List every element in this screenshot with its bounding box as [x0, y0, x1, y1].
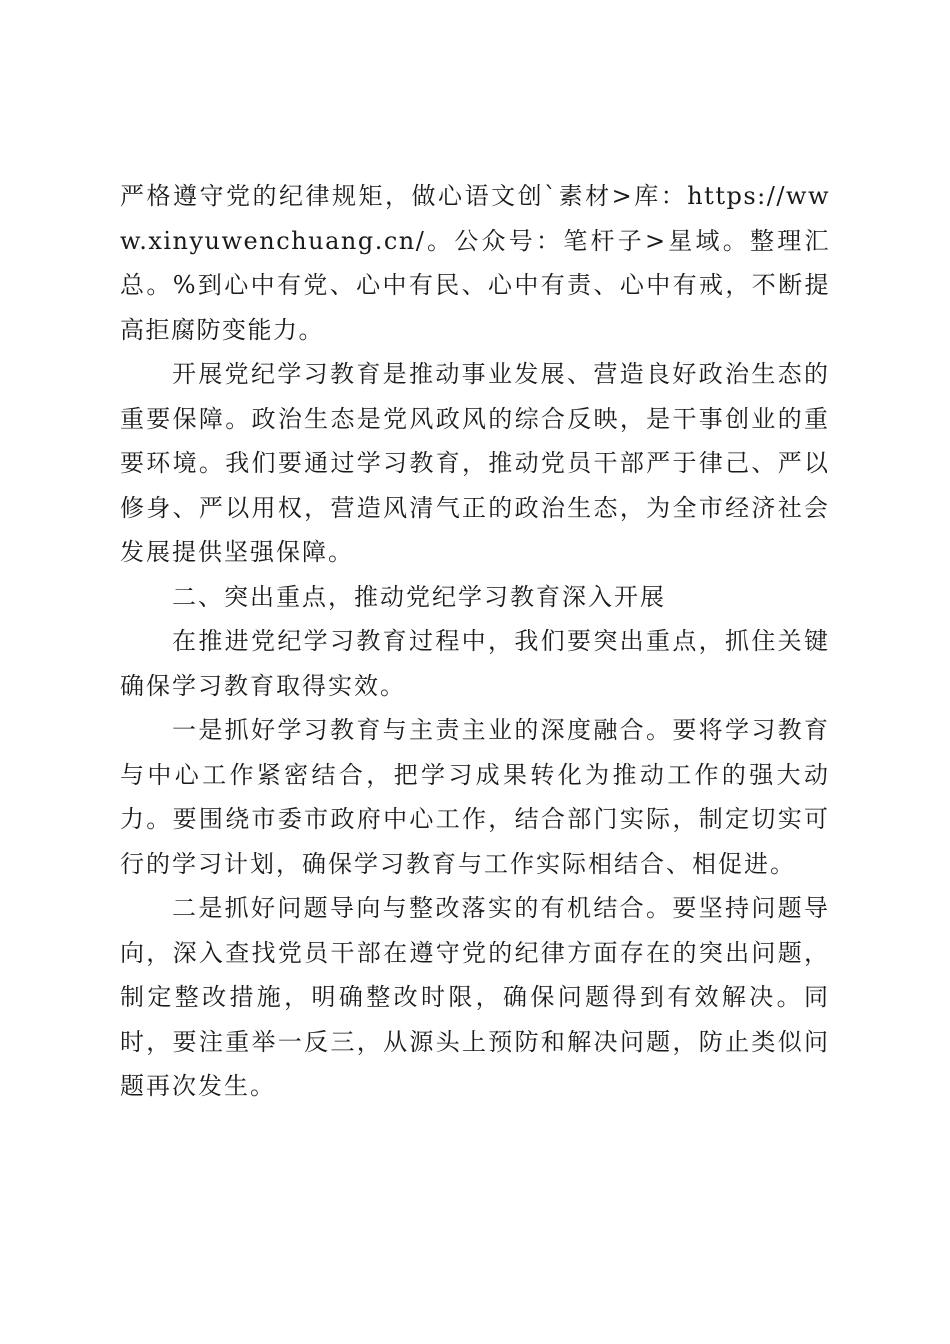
- document-body: [120, 174, 830, 1109]
- paragraph-political-ecology: 开展党纪学习教育是推动事业发展、营造良好政治生态的重要保障。政治生态是党风政风的综合反映，是干事创业的重要环境。我们要通过学习教育，推动党员干部严于律己、严以修身、严以用权，营造风清气正的政治生态，为全市经济社会发展提供坚强保障。: [120, 360, 830, 566]
- paragraph-problem-oriented: 二是抓好问题导向与整改落实的有机结合。要坚持问题导向，深入查找党员干部在遵守党的纪律方面存在的突出问题，制定整改措施，明确整改时限，确保问题得到有效解决。同时，要注重举一反三，从源头上预防和解决问题，防止类似问题再次发生。: [120, 894, 830, 1100]
- paragraph-continuation: 严格遵守党的纪律规矩，做心语文创`素材>库：https://www.xinyuwenchuang.cn/。公众号：笔杆子>星域。整理汇总。%到心中有党、心中有民、心中有责、心中有戒，不断提高拒腐防变能力。: [120, 182, 830, 344]
- paragraph-integration: 一是抓好学习教育与主责主业的深度融合。要将学习教育与中心工作紧密结合，把学习成果转化为推动工作的强大动力。要围绕市委市政府中心工作，结合部门实际，制定切实可行的学习计划，确保学习教育与工作实际相结合、相促进。: [120, 716, 830, 878]
- section-heading: 二、突出重点，推动党纪学习教育深入开展: [172, 582, 666, 611]
- paragraph-key-points: 在推进党纪学习教育过程中，我们要突出重点，抓住关键确保学习教育取得实效。: [120, 627, 830, 700]
